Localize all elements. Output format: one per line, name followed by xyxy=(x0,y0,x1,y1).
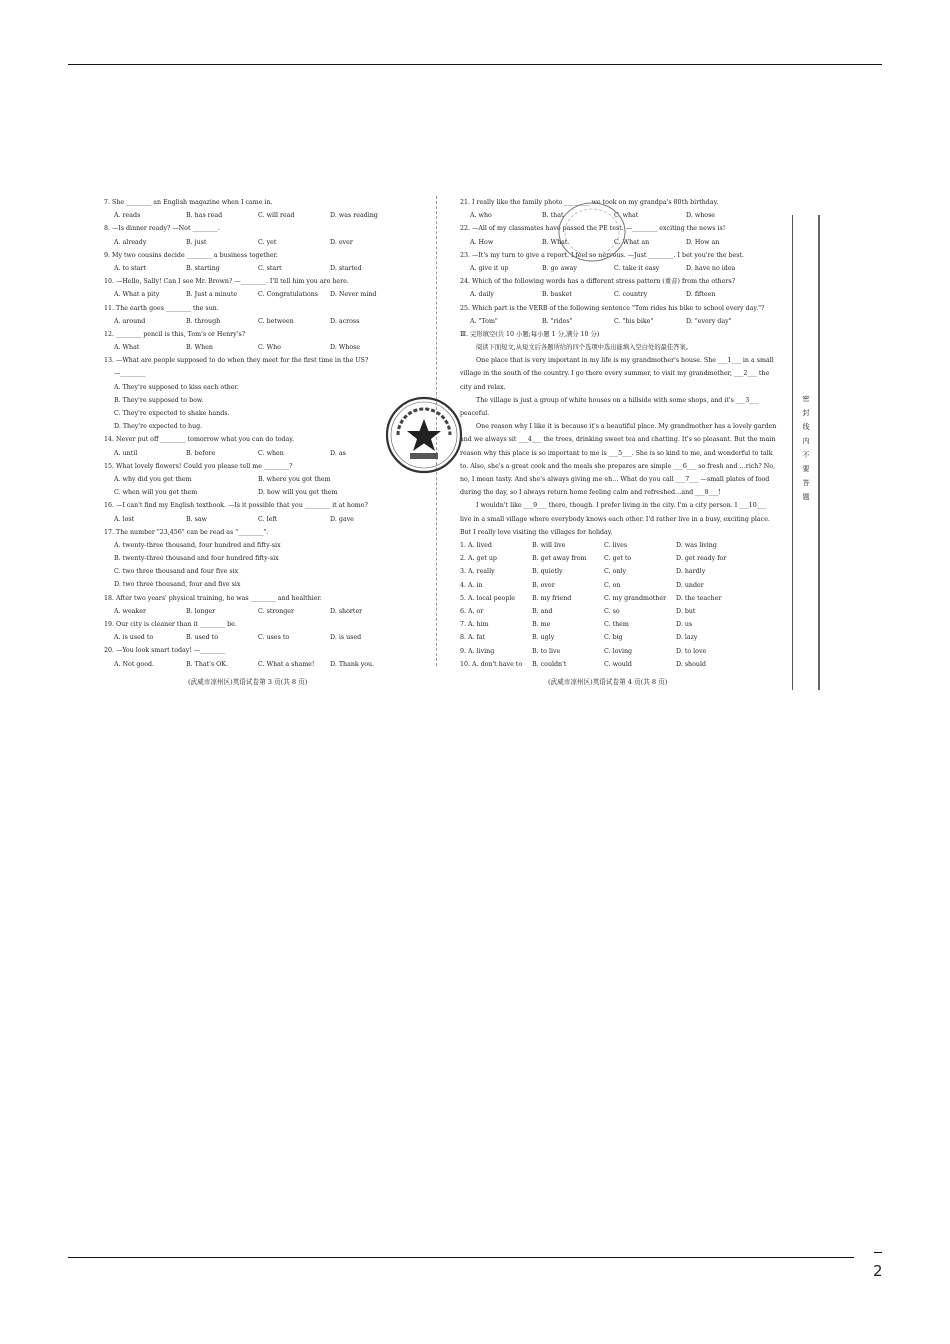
cloze-option: 4. A. in xyxy=(460,581,483,589)
cloze-option: 1. A. lived xyxy=(460,542,492,550)
answer-options xyxy=(104,315,404,328)
answer-option: B. saw xyxy=(186,515,208,523)
answer-option: D. how will you get them xyxy=(258,489,338,497)
answer-option: A. "Tom" xyxy=(470,317,498,325)
answer-option: A. until xyxy=(114,449,138,457)
answer-option: B. used to xyxy=(186,634,218,642)
cloze-option: D. the teacher xyxy=(676,594,722,602)
answer-option: D. ever xyxy=(330,238,353,246)
passage-paragraph: The village is just a group of white houses on a hillside with some shops, and it's ___3___ peaceful. xyxy=(460,396,759,418)
answer-option: A. why did you get them xyxy=(114,475,192,483)
answer-option: D. is used xyxy=(330,634,362,642)
answer-option: C. left xyxy=(258,515,278,523)
question-stem: 8. —Is dinner ready? —Not ________. xyxy=(104,225,220,233)
answer-option: A. who xyxy=(470,212,492,220)
question-stem: 10. —Hello, Sally! Can I see Mr. Brown? —________. I'll tell him you are here. xyxy=(104,278,349,286)
answer-option: C. what xyxy=(614,212,639,220)
cloze-option-row xyxy=(460,552,778,565)
answer-option: A. How xyxy=(470,238,494,246)
answer-option: C. when will you get them xyxy=(114,489,198,497)
answer-option: B. before xyxy=(186,449,216,457)
question-stem: 20. —You look smart today! —________ xyxy=(104,647,226,655)
cloze-option: C. them xyxy=(604,621,629,629)
answer-option: D. Whose xyxy=(330,344,361,352)
answer-option: D. started xyxy=(330,264,362,272)
answer-option: B. That's OK. xyxy=(186,660,229,668)
question-stem: 9. My two cousins decide ________ a business together. xyxy=(104,251,278,259)
answer-options xyxy=(104,209,404,222)
answer-option: D. They're expected to hug. xyxy=(114,423,203,431)
right-column xyxy=(460,196,778,671)
cloze-option: 2. A. get up xyxy=(460,555,497,563)
answer-option: D. Thank you. xyxy=(330,660,375,668)
answer-option: C. They're expected to shake hands. xyxy=(114,410,230,417)
answer-option: B. starting xyxy=(186,264,220,272)
binding-line-thick xyxy=(818,215,820,690)
answer-option: B. "rides" xyxy=(542,317,573,325)
answer-options xyxy=(104,262,404,275)
cloze-option-row xyxy=(460,645,778,658)
answer-options xyxy=(104,631,404,644)
bottom-rule xyxy=(68,1257,854,1258)
answer-option: A. is used to xyxy=(114,634,154,642)
answer-option: C. "his bike" xyxy=(614,317,654,325)
answer-option: B. When xyxy=(186,344,213,352)
cloze-option: B. over xyxy=(532,581,555,589)
cloze-option: C. get to xyxy=(604,555,632,563)
answer-option: B. through xyxy=(186,317,221,325)
answer-option: A. They're supposed to kiss each other. xyxy=(114,383,239,391)
question-stem: 17. The number "23,456" can be read as "________". xyxy=(104,528,269,536)
cloze-option: D. but xyxy=(676,608,696,616)
cloze-option: D. to love xyxy=(676,647,707,655)
answer-options xyxy=(460,288,778,301)
answer-option: B. basket xyxy=(542,291,572,299)
answer-option: D. fifteen xyxy=(686,291,716,299)
question-stem: 24. Which of the following words has a different stress pattern (重音) from the others? xyxy=(460,278,736,286)
question-stem: 11. The earth goes ________ the sun. xyxy=(104,304,219,312)
answer-option: C. will read xyxy=(258,212,295,220)
answer-option: A. to start xyxy=(114,264,146,272)
answer-options xyxy=(104,513,404,526)
cloze-option: B. quietly xyxy=(532,568,563,576)
answer-option: C. two three thousand and four five six xyxy=(114,568,239,576)
cloze-option: B. couldn't xyxy=(532,660,567,668)
answer-option: D. two three thousand, four and five six xyxy=(114,581,241,589)
answer-option: A. What a pity xyxy=(114,291,160,299)
answer-option: B. just xyxy=(186,238,207,246)
answer-options xyxy=(104,473,404,486)
page-number: 2 xyxy=(873,1262,883,1280)
question-stem: 14. Never put off ________ tomorrow what you can do today. xyxy=(104,436,295,444)
answer-option: A. around xyxy=(114,317,146,325)
cloze-option: 10. A. don't have to xyxy=(460,660,523,668)
cloze-option: C. big xyxy=(604,634,623,642)
cloze-option: B. will live xyxy=(532,542,566,550)
question-stem: 7. She ________ an English magazine when I came in. xyxy=(104,199,273,206)
cloze-option-row xyxy=(460,618,778,631)
left-page-footer: (武威市凉州区)英语试卷第 3 页(共 8 页) xyxy=(188,678,308,686)
answer-option: —________ xyxy=(114,370,146,378)
answer-option: A. already xyxy=(114,238,147,246)
cloze-option-row xyxy=(460,592,778,605)
cloze-option: 7. A. him xyxy=(460,621,489,629)
top-rule xyxy=(68,64,882,65)
cloze-option-row xyxy=(460,579,778,592)
answer-options xyxy=(104,486,404,499)
right-page-footer: (武威市凉州区)英语试卷第 4 页(共 8 页) xyxy=(548,678,668,686)
answer-options xyxy=(104,288,404,301)
answer-option: D. Never mind xyxy=(330,291,377,299)
passage-paragraph: I wouldn't like ___9___ there, though. I prefer living in the city. I'm a city person. I ___10___ live in a small village where everybody knows each other. I'd rather live in a busy, exciting place. But I really love visiting the villages for holiday. xyxy=(460,502,770,536)
answer-option: C. uses to xyxy=(258,634,290,642)
answer-option: B. go away xyxy=(542,264,577,272)
cloze-option: B. to live xyxy=(532,647,561,655)
answer-option: C. Congratulations xyxy=(258,291,319,299)
cloze-option: C. only xyxy=(604,568,627,576)
cloze-option-row xyxy=(460,631,778,644)
answer-option: C. stronger xyxy=(258,607,294,615)
cloze-option-row xyxy=(460,658,778,671)
cloze-option: 5. A. local people xyxy=(460,594,515,602)
question-stem: 12. ________ pencil is this, Tom's or Henry's? xyxy=(104,330,246,338)
answer-option: A. lost xyxy=(114,515,135,523)
cloze-option-row xyxy=(460,539,778,552)
cloze-option: B. my friend xyxy=(532,594,572,602)
cloze-option: 3. A. really xyxy=(460,568,495,576)
cloze-option: D. under xyxy=(676,581,704,589)
answer-options xyxy=(104,447,404,460)
question-stem: 22. —All of my classmates have passed the PE test. —________ exciting the news is! xyxy=(460,225,726,233)
answer-options xyxy=(104,658,404,671)
cloze-option: D. was living xyxy=(676,542,717,550)
cloze-option: B. and xyxy=(532,608,553,616)
answer-option: B. has read xyxy=(186,212,223,220)
answer-option: B. that xyxy=(542,212,564,220)
cloze-option: 6. A. or xyxy=(460,608,484,616)
answer-options xyxy=(104,236,404,249)
cloze-option: C. so xyxy=(604,608,620,616)
answer-option: C. What an xyxy=(614,238,650,246)
binding-margin-text: 密封线内不要答题 xyxy=(802,395,810,501)
cloze-option: C. lives xyxy=(604,542,628,550)
answer-options xyxy=(104,341,404,354)
cloze-option: B. me xyxy=(532,621,551,629)
cloze-option: D. us xyxy=(676,621,693,629)
cloze-option: C. my grandmother xyxy=(604,594,667,602)
answer-option: B. twenty-three thousand and four hundred fifty-six xyxy=(114,555,279,563)
cloze-option: D. lazy xyxy=(676,634,698,642)
answer-option: C. Who xyxy=(258,344,281,352)
passage-paragraph: One reason why I like it is because it's a beautiful place. My grandmother has a lovely garden and we always sit ___4___ the trees, drinking sweet tea and chatting. It's so pleasant. But the main reason why this place is so important to me is ___5___. She is so kind to me, and wonderful to talk to. Also, she's a great cook and the meals she prepares are simple ___6___ so fresh and …rich? No, no, I mean tasty. And she's always giving me eh… What do you call ___7___ —small plates of food during the day, so I always return home feeling calm and refreshed…and ___8___! xyxy=(460,423,777,497)
question-stem: 18. After two years' physical training, he was ________ and healthier. xyxy=(104,594,322,602)
section-title: Ⅲ. 完形填空(共 10 小题;每小题 1 分,满分 10 分) xyxy=(460,330,600,338)
cloze-option: C. loving xyxy=(604,647,633,655)
answer-options xyxy=(460,315,778,328)
question-stem: 25. Which part is the VERB of the following sentence "Tom rides his bike to school every day."? xyxy=(460,304,765,312)
answer-option: D. How an xyxy=(686,238,720,246)
answer-option: C. yet xyxy=(258,238,277,246)
answer-option: B. What xyxy=(542,238,568,246)
cloze-option: C. on xyxy=(604,581,621,589)
answer-option: A. What xyxy=(114,344,140,352)
cloze-option: C. would xyxy=(604,660,632,668)
answer-option: D. across xyxy=(330,317,360,325)
question-stem: 16. —I can't find my English textbook. —Is it possible that you ________ it at home? xyxy=(104,502,368,510)
answer-option: D. whose xyxy=(686,212,716,220)
cloze-option-row xyxy=(460,565,778,578)
question-stem: 21. I really like the family photo ________ we took on my grandpa's 80th birthday. xyxy=(460,199,719,206)
answer-option: D. shorter xyxy=(330,607,363,615)
cloze-option: D. should xyxy=(676,660,707,668)
passage-paragraph: One place that is very important in my life is my grandmother's house. She ___1___ in a small village in the south of the country. I go there every summer, to visit my grandmother, ___2___ the city and relax. xyxy=(460,357,774,391)
answer-option: D. as xyxy=(330,449,346,457)
answer-option: D. gave xyxy=(330,515,354,523)
cloze-option: 9. A. living xyxy=(460,647,495,655)
answer-option: B. longer xyxy=(186,607,216,615)
answer-option: D. "every day" xyxy=(686,317,732,325)
answer-option: A. reads xyxy=(114,212,141,220)
cloze-option: B. get away from xyxy=(532,555,587,563)
answer-option: A. Not good. xyxy=(114,660,155,668)
answer-option: A. twenty-three thousand, four hundred and fifty-six xyxy=(114,541,281,549)
question-stem: 15. What lovely flowers! Could you please tell me ________? xyxy=(104,462,293,470)
answer-option: B. They're supposed to bow. xyxy=(114,396,204,404)
answer-options xyxy=(104,605,404,618)
answer-option: D. have no idea xyxy=(686,264,736,272)
answer-option: C. What a shame! xyxy=(258,660,315,668)
answer-option: C. start xyxy=(258,264,282,272)
cloze-option: B. ugly xyxy=(532,634,555,642)
answer-option: B. Just a minute xyxy=(186,291,238,299)
answer-option: A. weaker xyxy=(114,607,146,615)
cloze-option-row xyxy=(460,605,778,618)
binding-line xyxy=(792,215,793,690)
question-stem: 23. —It's my turn to give a report. I feel so nervous. —Just ________. I bet you're the best. xyxy=(460,251,745,259)
answer-option: C. take it easy xyxy=(614,264,660,272)
question-stem: 19. Our city is cleaner than it ________ be. xyxy=(104,621,237,628)
question-stem: 13. —What are people supposed to do when they meet for the first time in the US? xyxy=(104,357,369,365)
cloze-option: D. get ready for xyxy=(676,555,727,563)
cloze-option: 8. A. fat xyxy=(460,634,486,642)
answer-option: B. where you got them xyxy=(258,475,331,483)
section-instruction: 阅读下面短文,从短文后各题所给的四个选项中选出能填入空白处的最佳答案。 xyxy=(476,344,693,352)
official-seal-stamp-icon xyxy=(384,395,464,475)
answer-option: A. give it up xyxy=(470,264,509,272)
answer-option: D. was reading xyxy=(330,212,378,220)
secondary-stamp-icon xyxy=(556,200,628,264)
left-column xyxy=(104,196,404,671)
answer-option: C. country xyxy=(614,291,648,299)
answer-option: A. daily xyxy=(470,291,494,299)
cloze-option: D. hardly xyxy=(676,568,706,576)
page-number-mark xyxy=(874,1252,882,1253)
answer-option: C. when xyxy=(258,449,284,457)
answer-option: C. between xyxy=(258,317,294,325)
